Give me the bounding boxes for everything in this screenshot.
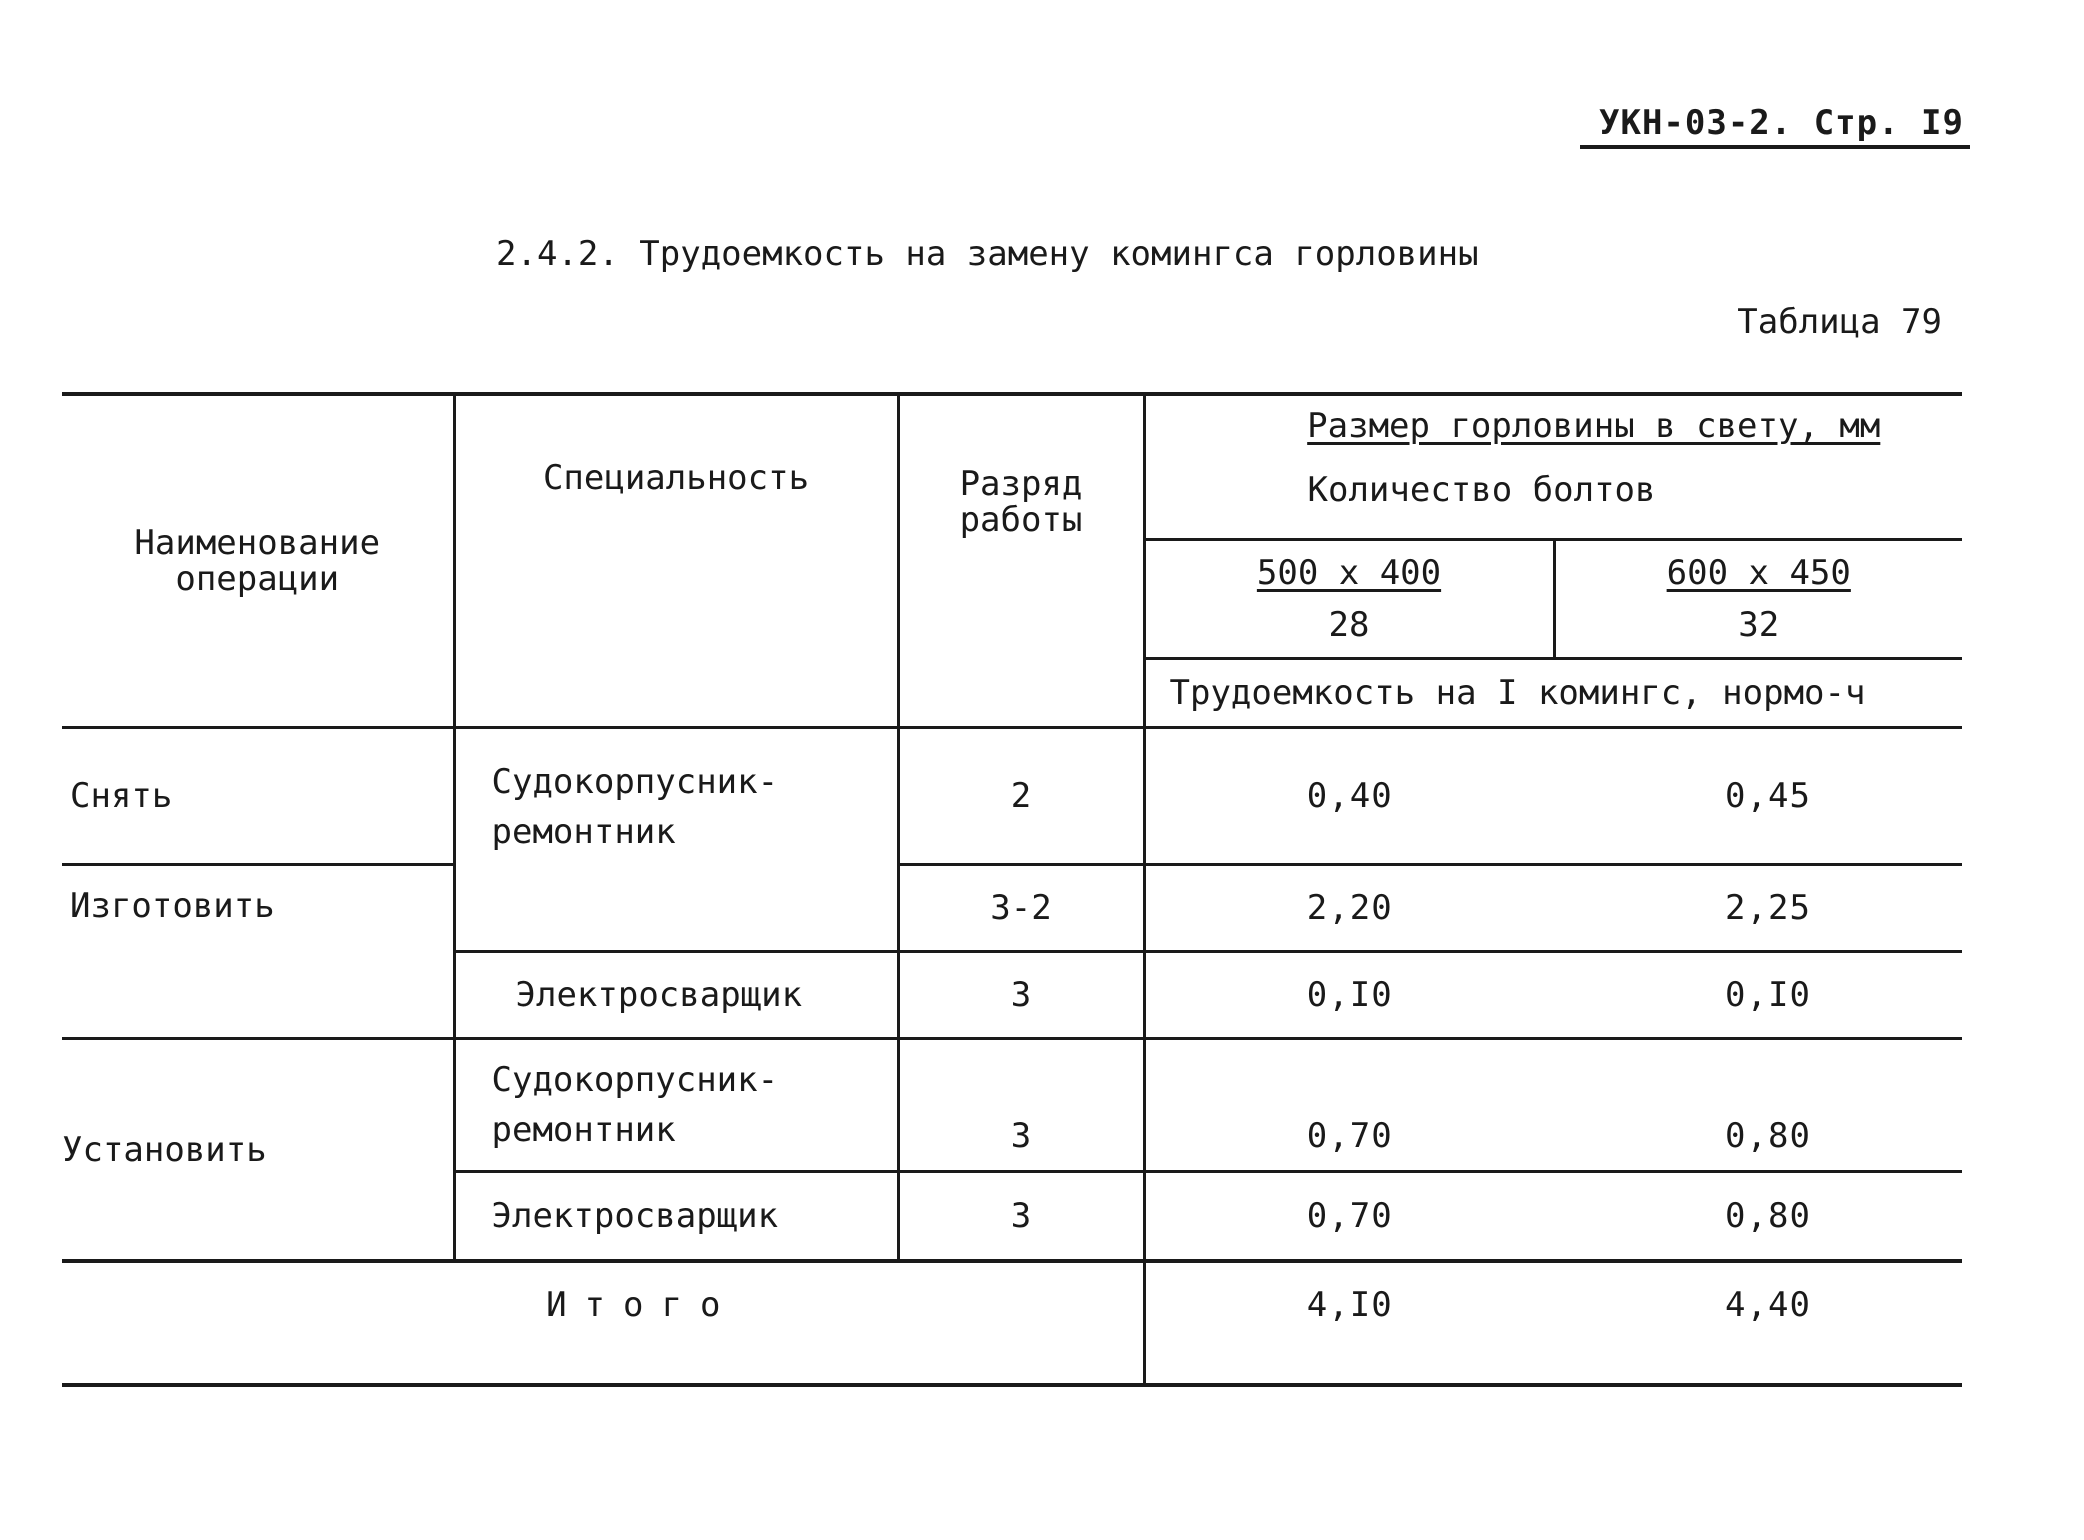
header-operation — [62, 394, 454, 728]
value-500x400 — [1144, 728, 1554, 865]
header-labor-text: Трудоемкость на I комингс, нормо-ч — [1169, 673, 1866, 713]
value-text: 0,40 — [1306, 776, 1393, 816]
value-600x450 — [1554, 1172, 1962, 1262]
value-text: 0,80 — [1725, 1196, 1811, 1236]
grade-cell — [898, 865, 1144, 952]
specialty-cell — [454, 1172, 898, 1262]
document-reference: УКН-03-2. Стр. I9 — [1599, 103, 1964, 143]
total-600x450 — [1554, 1261, 1962, 1385]
operation-label: Снять — [70, 776, 173, 816]
operation-label: Установить — [62, 1129, 267, 1170]
size1-text: 500 х 400 — [1256, 553, 1442, 593]
value-text: 0,70 — [1306, 1116, 1393, 1156]
value-text: 2,25 — [1725, 888, 1811, 928]
specialty-label: Судокорпусник-ремонтник — [491, 762, 779, 852]
section-title: 2.4.2. Трудоемкость на замену комингса горловины — [496, 234, 1479, 274]
header-bolts-group-text: Количество болтов — [1307, 470, 1656, 510]
specialty-label: Судокорпусник-ремонтник — [491, 1060, 779, 1150]
grade-value: 2 — [1010, 776, 1032, 816]
header-underline — [1580, 145, 1970, 149]
header-operation-text: Наименование операции — [134, 523, 381, 599]
value-text: 0,45 — [1725, 776, 1811, 816]
specialty-cell — [454, 1039, 898, 1172]
value-text: 2,20 — [1306, 888, 1393, 928]
value-500x400 — [1144, 1039, 1554, 1172]
labor-norms-table — [62, 392, 1962, 1387]
operation-cell — [62, 728, 454, 865]
total-value: 4,40 — [1725, 1285, 1811, 1325]
header-labor — [1144, 659, 1962, 728]
grade-cell — [898, 728, 1144, 865]
specialty-cell — [454, 728, 898, 952]
value-600x450 — [1554, 865, 1962, 952]
header-specialty — [454, 394, 898, 728]
header-size-500x400 — [1144, 540, 1554, 659]
grade-cell — [898, 1172, 1144, 1262]
operation-label: Изготовить — [70, 886, 275, 926]
value-500x400 — [1144, 952, 1554, 1039]
total-500x400 — [1144, 1261, 1554, 1385]
specialty-label: Электросварщик — [491, 1196, 779, 1236]
value-text: 0,I0 — [1725, 975, 1811, 1015]
table-label: Таблица 79 — [1737, 302, 1942, 342]
total-label-cell — [62, 1261, 1144, 1385]
total-label: Итого — [546, 1285, 739, 1325]
header-size-group-text: Размер горловины в свету, мм — [1307, 406, 1881, 446]
grade-value: 3 — [1010, 975, 1032, 1015]
value-500x400 — [1144, 1172, 1554, 1262]
specialty-cell — [454, 952, 898, 1039]
value-600x450 — [1554, 952, 1962, 1039]
grade-value: 3-2 — [990, 888, 1052, 928]
grade-value: 3 — [1010, 1116, 1032, 1156]
grade-value: 3 — [1010, 1196, 1032, 1236]
header-size-600x450 — [1554, 540, 1962, 659]
header-grade-text: Разряд работы — [959, 464, 1083, 540]
size2-text: 600 х 450 — [1666, 553, 1851, 593]
value-600x450 — [1554, 1039, 1962, 1172]
header-size-group — [1144, 394, 1962, 540]
operation-cell — [62, 1039, 454, 1262]
specialty-label: Электросварщик — [515, 975, 803, 1015]
header-specialty-text: Специальность — [542, 458, 810, 498]
operation-cell — [62, 865, 454, 1039]
total-value: 4,I0 — [1306, 1285, 1393, 1325]
value-500x400 — [1144, 865, 1554, 952]
header-grade — [898, 394, 1144, 728]
value-text: 0,I0 — [1306, 975, 1393, 1015]
grade-cell — [898, 952, 1144, 1039]
grade-cell — [898, 1039, 1144, 1172]
value-text: 0,70 — [1306, 1196, 1393, 1236]
bolts2-text: 32 — [1738, 605, 1780, 645]
value-text: 0,80 — [1725, 1116, 1811, 1156]
bolts1-text: 28 — [1328, 605, 1370, 645]
value-600x450 — [1554, 728, 1962, 865]
